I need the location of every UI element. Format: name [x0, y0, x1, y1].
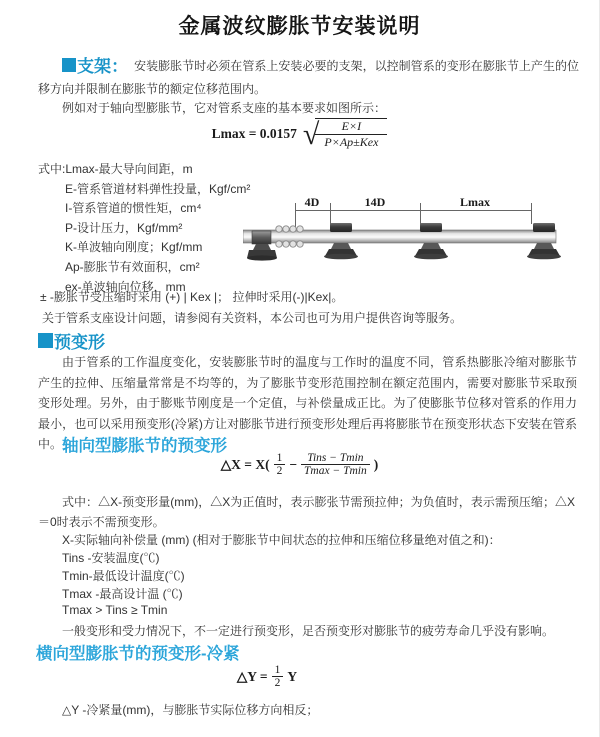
fraction-denominator: 2	[274, 677, 281, 689]
lmax-formula-lhs: Lmax = 0.0157	[211, 126, 297, 141]
lmax-formula	[0, 118, 599, 150]
definition-line: Ap-膨胀节有效面积，cm²	[65, 259, 200, 274]
fraction-denominator: 2	[276, 465, 283, 477]
definition-line: ex-单波轴向位移，mm	[65, 279, 186, 294]
support-spacing-diagram	[243, 193, 595, 265]
support-example-line: 例如对于轴向型膨胀节，它对管系支座的基本要求如图所示：	[62, 101, 387, 115]
consulting-line: 关于管系支座设计问题，请参阅有关资料，本公司也可为用户提供咨询等服务。	[42, 311, 463, 325]
fraction-numerator: 1	[272, 664, 284, 677]
fraction-numerator: E×I	[315, 119, 387, 135]
temperature-inequality-line: Tmax > Tins ≥ Tmin	[62, 603, 168, 617]
tmax-definition-line: Tmax -最高设计温 (℃)	[62, 587, 183, 601]
plus-minus-rule-line: ± -膨胀节受压缩时采用 (+) | Kex |； 拉伸时采用(-)|Kex|。	[40, 290, 344, 304]
definition-line: E-管系管道材料弹性投量，Kgf/cm²	[65, 181, 251, 196]
dimension-label-lmax: Lmax	[460, 195, 490, 209]
definition-line: 式中:Lmax-最大导向间距，m	[38, 162, 193, 176]
formula-rhs: Y	[287, 668, 298, 684]
temperature-fraction	[301, 452, 370, 477]
formula-lhs: △X = X(	[220, 456, 270, 472]
tins-definition-line: Tins -安装温度(℃)	[62, 551, 160, 565]
page-title: 金属波纹膨胀节安装说明	[178, 15, 421, 38]
fraction-denominator: Tmax − Tmin	[304, 465, 367, 477]
fraction-numerator: Tins − Tmin	[301, 452, 370, 465]
definition-line: K-单波轴向刚度；Kgf/mm	[65, 240, 203, 255]
minus-sign: −	[289, 456, 298, 472]
fraction-numerator: 1	[274, 452, 286, 465]
pipe	[243, 230, 556, 243]
formula-lhs: △Y =	[236, 668, 268, 684]
sqrt-radical-icon: √	[302, 118, 320, 151]
predeform-note-line: 一般变形和受力情况下，不一定进行预变形，足否预变形对膨胀节的疲劳寿命几乎没有影响。	[62, 624, 555, 638]
section-square-icon	[62, 58, 76, 72]
axial-predeform-heading: 轴向型膨胀节的预变形	[62, 437, 227, 455]
section-square-icon	[38, 333, 53, 348]
predeform-section-header	[38, 328, 105, 353]
transverse-predeform-heading: 横向型膨胀节的预变形-冷紧	[36, 645, 240, 663]
fraction-denominator: P×Ap±Kex	[324, 135, 379, 149]
symbol-definitions	[38, 160, 250, 297]
delta-y-formula	[0, 664, 599, 689]
delta-y-definition-line: △Y -冷紧量(mm)，与膨胀节实际位移方向相反；	[62, 703, 319, 717]
delta-x-explanation: 式中：△X-预变形量(mm)，△X为正值时，表示膨张节需预拉伸；为负值时，表示需预压缩；△X＝0时表示不需预变形。	[38, 495, 575, 529]
dimension-label-14d: 14D	[364, 195, 386, 209]
lmax-formula-fraction	[315, 118, 387, 150]
axial-predeform-formula	[0, 452, 599, 477]
support-intro-paragraph	[38, 55, 579, 100]
one-half-fraction	[274, 452, 286, 477]
x-definition-line: X-实际轴向补偿量 (mm) (相对于膨胀节中间状态的拉伸和压缩位移量绝对值之和)：	[62, 533, 501, 547]
one-half-fraction	[272, 664, 284, 689]
predeform-paragraph: 由于管系的工作温度变化，安装膨胀节时的温度与工作时的温度不同，管系热膨胀冷缩对膨胀节产生的拉伸、压缩量常常是不均等的，为了膨胀节变形范围控制在额定范围内，需要对膨胀节采取预变形处理。另外，由于膨账节刚度是一个定值，与补偿量成正比。为了使膨胀节位移对管系的作用力最小，也可以采用预变形(冷紧)方让对膨胀节进行预变形处理后再将膨胀节在预变形状态下安装在管系中。	[38, 355, 577, 451]
dimension-label-4d: 4D	[304, 195, 320, 209]
definition-line: P-设计压力，Kgf/mm²	[65, 220, 183, 235]
definition-line: I-管系管道的惯性矩，cm⁴	[65, 201, 202, 216]
support-intro-text: 安装膨胀节时必须在管系上安装必要的支架，以控制管系的变形在膨胀节上产生的位移方向并限制在膨胀节的额定位移范围内。	[38, 59, 579, 96]
support-section-header: 支架：	[77, 57, 129, 76]
predeform-header-text: 预变形	[54, 333, 105, 352]
closing-paren: )	[373, 456, 379, 472]
tmin-definition-line: Tmin-最低设计温度(℃)	[62, 569, 185, 583]
